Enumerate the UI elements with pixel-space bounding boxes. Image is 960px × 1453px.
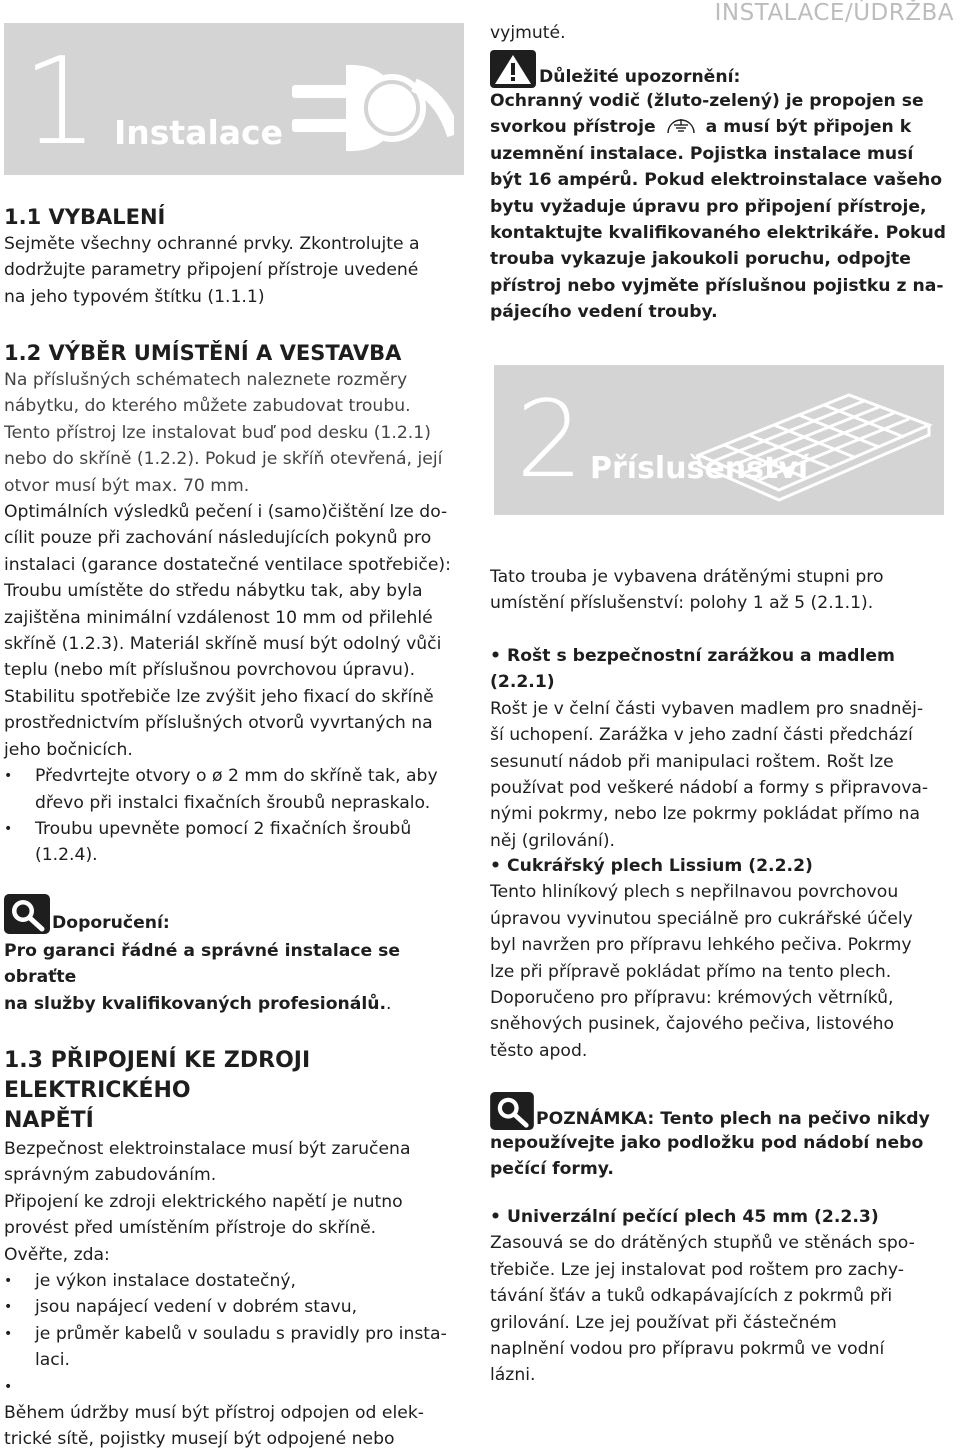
text-line: Pro garanci řádné a správné instalace se obraťte (4, 941, 401, 988)
list-item: • jsou napájecí vedení v dobrém stavu, (4, 1294, 470, 1320)
banner-title: Příslušenství (590, 451, 809, 486)
text-line: prostřednictvím příslušných otvorů vyvrtaných na (4, 713, 433, 734)
banner-title: Instalace (114, 113, 283, 152)
text-line: Optimálních výsledků pečení i (samo)čištění lze do- (4, 502, 448, 523)
text-line: sesunutí nádob při manipulaci roštem. Rošt lze (490, 751, 894, 772)
text-line: Zasouvá se do drátěných stupňů ve stěnách spo- (490, 1233, 915, 1254)
warning-box (490, 50, 952, 326)
continuation (490, 20, 952, 46)
text-line: správným zabudováním. (4, 1165, 217, 1186)
text-line: používat pod veškeré nádobí a formy s připravova- (490, 778, 929, 799)
universal-tray-section (490, 1204, 952, 1389)
list-item (4, 1374, 470, 1400)
text-line: sněhových pusinek, čajového pečiva, listového (490, 1014, 895, 1035)
text-line: něj (grilování). (490, 830, 615, 851)
tray-heading: • Univerzální pečící plech 45 mm (2.2.3) (490, 1207, 879, 1227)
magnifier-icon (490, 1092, 534, 1130)
text-line: Bezpečnost elektroinstalace musí být zaručena (4, 1139, 411, 1159)
warning-label: Důležité upozornění: (539, 67, 741, 87)
section-1-1 (4, 204, 470, 310)
text-line: pájecího vedení trouby. (490, 302, 718, 323)
banner-accessories (494, 365, 944, 515)
note-heading: POZNÁMKA: Tento plech na pečivo nikdy (536, 1109, 930, 1129)
text-line: nými pokrmy, nebo lze pokrmy pokládat přímo na (490, 804, 920, 825)
text-line: Ochranný vodič (žluto-zelený) je propojen se (490, 91, 924, 111)
list-item: • je průměr kabelů v souladu s pravidly pro insta- laci. (4, 1321, 470, 1374)
text-line: Ověřte, zda: (4, 1244, 110, 1265)
text-line: umístění příslušenství: polohy 1 až 5 (2.1.1). (490, 593, 874, 614)
list-item: • Předvrtejte otvory o ø 2 mm do skříně tak, aby dřevo při instalci fixačních šroubů nepraskalo. (4, 763, 470, 816)
text-line: távání šťáv a tuků odkapávajících z pokrmů při (490, 1286, 893, 1307)
heading-1-3: 1.3 PŘIPOJENÍ KE ZDROJI ELEKTRICKÉHO (4, 1048, 311, 1103)
text-line: kontaktujte kvalifikovaného elektrikáře. Pokud (490, 223, 946, 244)
bullet-list (4, 1268, 470, 1400)
text-line: jeho bočnicích. (4, 739, 133, 760)
section-header: INSTALACE/ÚDRŽBA (714, 0, 954, 26)
text-line: úpravou vyvinutou speciálně pro cukrářské účely (490, 908, 913, 929)
text-line: Během údržby musí být přístroj odpojen od elek- (4, 1403, 425, 1424)
ground-terminal-icon (666, 115, 696, 135)
text-line: ší uchopení. Zarážka v jeho zadní části předchází (490, 725, 913, 746)
pastry-heading: • Cukrářský plech Lissium (2.2.2) (490, 856, 813, 876)
warning-icon (490, 50, 536, 88)
text-line: nebo do skříně (1.2.2). Pokud je skříň otevřená, její (4, 449, 443, 470)
text-line: Tento hliníkový plech s nepřilnavou povrchovou (490, 882, 899, 903)
banner-number: 1 (22, 33, 99, 172)
text-line: Připojení ke zdroji elektrického napětí je nutno (4, 1191, 403, 1212)
text-line: grilování. Lze jej používat při částečném (490, 1312, 837, 1333)
heading-1-2: 1.2 VÝBĚR UMÍSTĚNÍ A VESTAVBA (4, 341, 402, 365)
text-line: provést před umístěním přístroje do skříně. (4, 1218, 377, 1239)
text-line: skříně (1.2.3). Materiál skříně musí být odolný vůči (4, 634, 442, 655)
list-item: • je výkon instalace dostatečný, (4, 1268, 470, 1294)
text-line: třebiče. Lze jej instalovat pod roštem pro zachy- (490, 1259, 904, 1280)
recommendation-label: Doporučení: (52, 913, 170, 933)
text-line: svorkou přístroje a musí být připojen k (490, 117, 912, 138)
text-line: na jeho typovém štítku (1.1.1) (4, 286, 265, 307)
text-line: trouba vykazuje jakoukoli poruchu, odpojte (490, 249, 911, 270)
text-line: instalaci (garance dostatečné ventilace spotřebiče): (4, 554, 451, 575)
oven-rack-icon (679, 385, 939, 505)
text-line: Tato trouba je vybavena drátěnými stupni pro (490, 567, 884, 587)
note-box (490, 1092, 952, 1183)
text-line: bytu vyžaduje úpravu pro připojení přístroje, (490, 196, 927, 217)
banner-installation (4, 23, 464, 175)
section-1-3 (4, 1046, 470, 1453)
text-line: byl navržen pro přípravu lehkého pečiva. Pokrmy (490, 935, 912, 956)
bullet-list (4, 763, 470, 869)
text-line: lázni. (490, 1365, 536, 1386)
section-1-2 (4, 340, 470, 869)
pastry-sheet-section (490, 853, 952, 1064)
text-line: nepoužívejte jako podložku pod nádobí nebo (490, 1133, 924, 1153)
text-line: dodržujte parametry připojení přístroje uvedené (4, 260, 419, 281)
text-line: cílit pouze při zachování následujících pokynů pro (4, 528, 432, 549)
text-line: pečící formy. (490, 1159, 614, 1180)
text-line: být 16 ampérů. Pokud elektroinstalace vašeho (490, 170, 943, 191)
banner-number: 2 (516, 378, 584, 501)
plug-icon (284, 45, 454, 165)
heading-1-1: 1.1 VYBALENÍ (4, 205, 166, 229)
text-line: Tento přístroj lze instalovat buď pod desku (1.2.1) (4, 422, 431, 443)
text-line: trické sítě, pojistky musejí být odpojené nebo (4, 1429, 395, 1450)
recommendation-box (4, 894, 470, 1017)
text-line: lze při přípravě pokládat přímo na tento plech. (490, 961, 892, 982)
accessories-intro (490, 564, 952, 617)
text-line: nábytku, do kterého můžete zabudovat troubu. (4, 396, 411, 417)
text-line: Doporučeno pro přípravu: krémových větrníků, (490, 988, 894, 1009)
text-line: naplnění vodou pro přípravu pokrmů ve vodní (490, 1339, 885, 1360)
text-line: Sejměte všechny ochranné prvky. Zkontrolujte a (4, 234, 420, 254)
text-line: přístroj nebo vyjměte příslušnou pojistku z na- (490, 275, 944, 296)
text-line: Troubu umístěte do středu nábytku tak, aby byla (4, 581, 423, 602)
text-line: uzemnění instalace. Pojistka instalace musí (490, 143, 914, 164)
text-line: otvor musí být max. 70 mm. (4, 475, 250, 496)
text-line: na služby kvalifikovaných profesionálů.. (4, 993, 392, 1014)
text-line: teplu (nebo mít příslušnou povrchovou úpravu). (4, 660, 416, 681)
text-line: Stabilitu spotřebiče lze zvýšit jeho fixací do skříně (4, 686, 434, 707)
rack-heading: • Rošt s bezpečnostní zarážkou a madlem (2.2.1) (490, 646, 895, 693)
heading-1-3-cont: NAPĚTÍ (4, 1108, 94, 1133)
text-line: vyjmuté. (490, 23, 566, 43)
magnifier-icon (4, 894, 50, 934)
list-item: • Troubu upevněte pomocí 2 fixačních šroubů (1.2.4). (4, 816, 470, 869)
text-line: Na příslušných schématech naleznete rozměry (4, 370, 408, 390)
text-line: těsto apod. (490, 1040, 588, 1061)
rack-section (490, 643, 952, 854)
text-line: Rošt je v čelní části vybaven madlem pro snadněj- (490, 698, 924, 719)
text-line: zajištěna minimální vzdálenost 10 mm od přilehlé (4, 607, 433, 628)
